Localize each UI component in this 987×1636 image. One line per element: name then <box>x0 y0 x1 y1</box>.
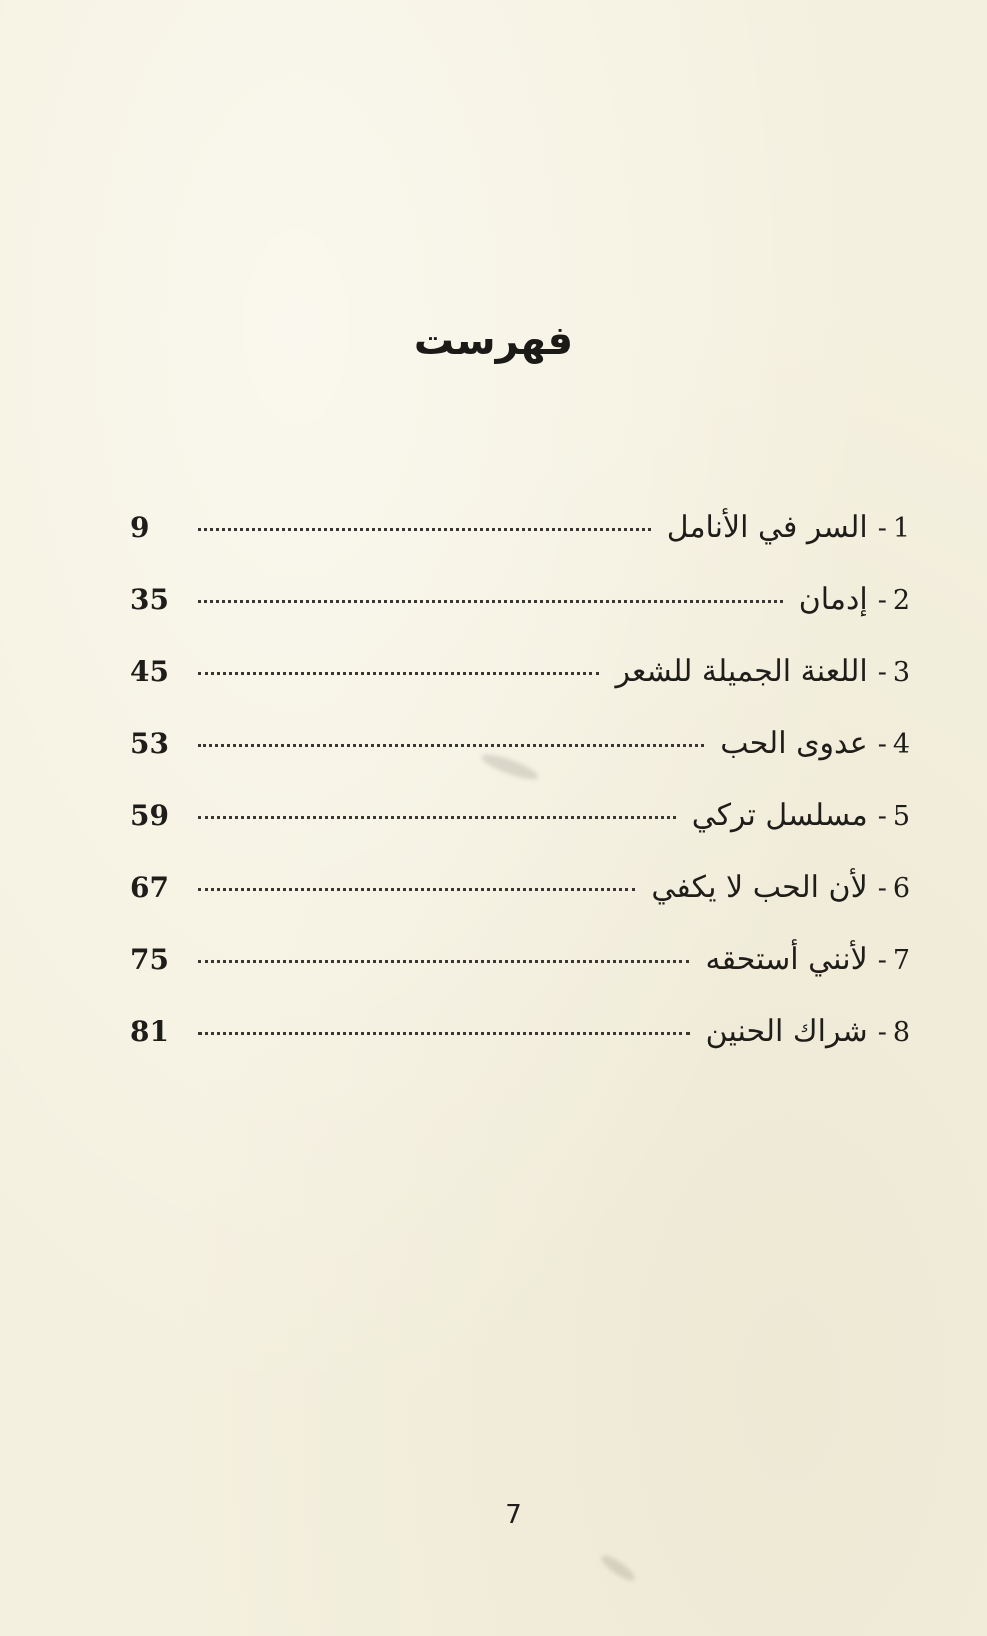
toc-entry-title: إدمان <box>798 582 868 617</box>
dot-leader <box>198 528 651 531</box>
toc-entry-number: 4 <box>892 729 910 760</box>
toc-entry-number: 8 <box>892 1017 910 1048</box>
dot-leader <box>198 960 689 963</box>
toc-entry-title: السر في الأنامل <box>666 510 868 545</box>
dot-leader <box>198 744 704 747</box>
toc-entry <box>130 510 910 582</box>
toc-entry-separator: - <box>877 945 887 976</box>
dot-leader <box>198 888 635 891</box>
toc-entry-number: 5 <box>892 801 910 832</box>
toc-entry-separator: - <box>877 513 887 544</box>
toc-entry-separator: - <box>877 1017 887 1048</box>
toc-entry-number: 2 <box>892 585 910 616</box>
toc-entry-number: 6 <box>892 873 910 904</box>
toc-entry <box>130 798 910 870</box>
toc-entry-page: 75 <box>130 943 169 976</box>
toc-entry-title: اللعنة الجميلة للشعر <box>615 654 868 689</box>
dot-leader <box>198 1032 690 1035</box>
toc-entry-number: 1 <box>892 513 910 544</box>
toc-entry <box>130 870 910 942</box>
toc-entry <box>130 1014 910 1086</box>
toc-entry-title: لأن الحب لا يكفي <box>651 870 868 905</box>
table-of-contents <box>130 510 910 1086</box>
toc-entry-separator: - <box>877 729 887 760</box>
toc-entry-title: لأنني أستحقه <box>705 942 868 977</box>
toc-entry-title: شراك الحنين <box>705 1014 868 1049</box>
toc-entry-title: مسلسل تركي <box>691 798 868 833</box>
page-number: 7 <box>505 1500 522 1530</box>
toc-entry-page: 9 <box>130 511 150 544</box>
toc-entry-page: 67 <box>130 871 169 904</box>
toc-entry-number: 7 <box>892 945 910 976</box>
toc-entry-separator: - <box>877 873 887 904</box>
toc-entry-page: 81 <box>130 1015 169 1048</box>
paper-smudge <box>598 1552 638 1585</box>
toc-entry <box>130 726 910 798</box>
toc-entry-number: 3 <box>892 657 910 688</box>
page-title: فهرست <box>413 318 574 364</box>
toc-entry-page: 35 <box>130 583 169 616</box>
toc-entry <box>130 654 910 726</box>
toc-entry-separator: - <box>877 801 887 832</box>
toc-entry <box>130 942 910 1014</box>
toc-entry-separator: - <box>877 585 887 616</box>
dot-leader <box>198 672 599 675</box>
toc-entry-title: عدوى الحب <box>720 726 868 761</box>
toc-entry-page: 53 <box>130 727 169 760</box>
toc-entry-page: 45 <box>130 655 169 688</box>
dot-leader <box>198 600 783 603</box>
toc-entry <box>130 582 910 654</box>
dot-leader <box>198 816 676 819</box>
toc-entry-page: 59 <box>130 799 169 832</box>
toc-entry-separator: - <box>877 657 887 688</box>
